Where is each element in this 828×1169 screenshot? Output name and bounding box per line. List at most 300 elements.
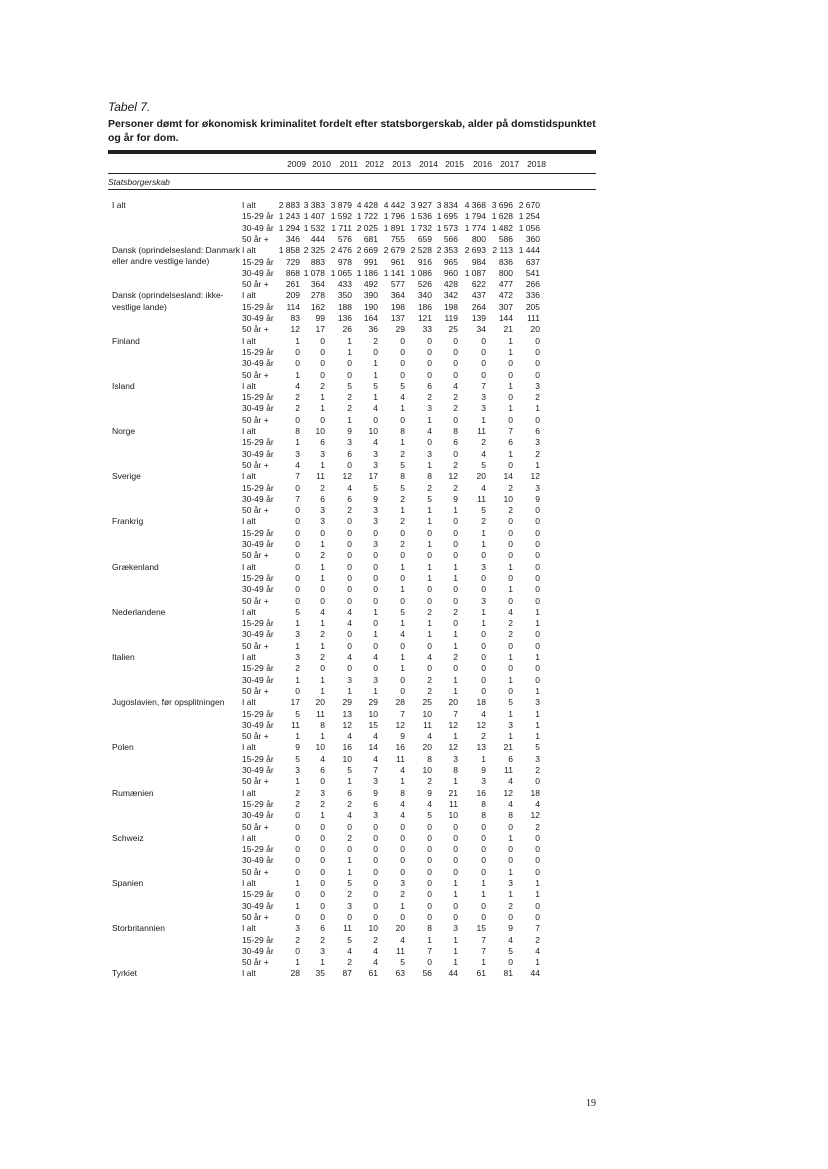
table-cell: 61 xyxy=(368,968,378,979)
year-column-header: 2016 xyxy=(473,159,492,169)
table-cell: 2 670 xyxy=(518,200,540,210)
table-cell: 1 891 xyxy=(383,222,405,233)
table-cell: 7 xyxy=(295,493,300,504)
table-cell: 1 xyxy=(508,652,513,662)
age-group-label: 15-29 år xyxy=(242,618,274,629)
table-cell: 0 xyxy=(400,346,405,357)
table-cell: 0 xyxy=(508,539,513,549)
table-cell: 1 xyxy=(508,708,513,719)
table-cell: 5 xyxy=(535,742,540,753)
table-cell: 0 xyxy=(453,911,458,922)
age-group-label: 50 år + xyxy=(242,459,269,470)
table-cell: 2 xyxy=(427,482,432,493)
table-cell: 3 xyxy=(373,539,378,549)
table-cell: 4 xyxy=(400,629,405,640)
table-cell: 0 xyxy=(453,516,458,527)
table-cell: 2 xyxy=(481,437,486,448)
table-cell: 2 476 xyxy=(330,245,352,256)
table-cell: 2 xyxy=(453,403,458,414)
table-cell: 7 xyxy=(453,708,458,719)
year-column-header: 2012 xyxy=(365,159,384,169)
age-group-label: 30-49 år xyxy=(242,855,274,866)
table-cell: 1 xyxy=(508,584,513,595)
age-group-label: I alt xyxy=(242,923,256,934)
table-row xyxy=(0,494,828,505)
age-group-label: 50 år + xyxy=(242,279,269,290)
table-cell: 63 xyxy=(395,968,405,979)
year-column-header: 2014 xyxy=(419,159,438,169)
table-cell: 1 xyxy=(320,731,325,742)
table-cell: 2 xyxy=(295,392,300,403)
table-cell: 0 xyxy=(453,358,458,369)
table-cell: 2 xyxy=(373,335,378,346)
table-cell: 5 xyxy=(347,934,352,945)
table-cell: 1 xyxy=(320,674,325,685)
table-cell: 0 xyxy=(508,911,513,922)
table-cell: 11 xyxy=(316,471,325,482)
table-title: Personer dømt for økonomisk kriminalitet fordelt efter statsborgerskab, alder på domstidspunktet og år for dom. xyxy=(108,118,596,144)
table-cell: 2 xyxy=(453,652,458,662)
table-cell: 12 xyxy=(448,471,458,482)
table-cell: 10 xyxy=(368,708,378,719)
table-cell: 0 xyxy=(295,584,300,595)
table-cell: 0 xyxy=(535,629,540,640)
table-cell: 0 xyxy=(453,595,458,606)
table-cell: 7 xyxy=(373,765,378,775)
age-group-label: 15-29 år xyxy=(242,346,274,357)
table-cell: 3 xyxy=(373,459,378,470)
table-cell: 7 xyxy=(427,945,432,956)
table-cell: 472 xyxy=(498,290,513,301)
table-cell: 0 xyxy=(400,844,405,855)
table-row xyxy=(0,268,828,279)
country-label: Schweiz xyxy=(112,832,144,843)
table-cell: 2 xyxy=(347,957,352,968)
table-cell: 2 xyxy=(320,652,325,662)
table-cell: 25 xyxy=(448,324,458,335)
table-cell: 0 xyxy=(347,527,352,538)
table-cell: 3 xyxy=(347,437,352,448)
table-row xyxy=(0,584,828,595)
table-cell: 28 xyxy=(395,697,405,708)
table-cell: 1 xyxy=(481,753,486,764)
table-row xyxy=(0,302,828,313)
table-cell: 11 xyxy=(477,426,486,436)
table-cell: 4 xyxy=(508,934,513,945)
age-group-label: 50 år + xyxy=(242,324,269,335)
table-cell: 1 xyxy=(481,414,486,425)
table-cell: 5 xyxy=(373,380,378,391)
table-cell: 1 056 xyxy=(518,222,540,233)
table-cell: 1 xyxy=(400,437,405,448)
table-cell: 0 xyxy=(453,844,458,855)
table-row xyxy=(0,776,828,787)
table-cell: 3 xyxy=(320,787,325,798)
table-cell: 3 xyxy=(481,403,486,414)
table-cell: 2 xyxy=(320,380,325,391)
table-cell: 4 xyxy=(347,810,352,821)
table-cell: 541 xyxy=(525,267,540,278)
table-cell: 5 xyxy=(508,945,513,956)
table-cell: 12 xyxy=(342,719,352,730)
table-cell: 3 xyxy=(481,561,486,572)
table-cell: 10 xyxy=(342,753,352,764)
age-group-label: 30-49 år xyxy=(242,765,274,775)
table-cell: 5 xyxy=(427,493,432,504)
table-row xyxy=(0,810,828,821)
table-cell: 961 xyxy=(390,256,405,267)
age-group-label: 50 år + xyxy=(242,369,269,380)
table-caption: Tabel 7. xyxy=(108,100,151,114)
table-cell: 1 xyxy=(453,934,458,945)
table-cell: 1 774 xyxy=(464,222,486,233)
table-cell: 8 xyxy=(295,426,300,436)
table-cell: 477 xyxy=(498,279,513,290)
country-label: Jugoslavien, før opsplitningen xyxy=(112,697,225,708)
table-cell: 1 xyxy=(453,685,458,696)
table-cell: 0 xyxy=(373,855,378,866)
age-group-label: I alt xyxy=(242,697,256,708)
table-cell: 0 xyxy=(295,945,300,956)
table-cell: 20 xyxy=(448,697,458,708)
table-cell: 20 xyxy=(315,697,325,708)
table-cell: 4 xyxy=(347,731,352,742)
age-group-label: 15-29 år xyxy=(242,798,274,809)
table-row xyxy=(0,799,828,810)
table-cell: 0 xyxy=(427,527,432,538)
table-cell: 0 xyxy=(481,911,486,922)
table-cell: 5 xyxy=(400,957,405,968)
table-cell: 340 xyxy=(417,290,432,301)
table-cell: 8 xyxy=(453,426,458,436)
age-group-label: 15-29 år xyxy=(242,663,274,674)
table-cell: 5 xyxy=(400,380,405,391)
age-group-label: I alt xyxy=(242,968,256,979)
table-cell: 7 xyxy=(535,923,540,934)
table-row xyxy=(0,460,828,471)
table-cell: 1 xyxy=(481,606,486,617)
table-row xyxy=(0,573,828,584)
table-cell: 4 xyxy=(320,606,325,617)
table-cell: 144 xyxy=(498,313,513,323)
table-cell: 1 482 xyxy=(491,222,513,233)
table-cell: 0 xyxy=(295,539,300,549)
table-cell: 0 xyxy=(400,414,405,425)
table-row xyxy=(0,652,828,663)
table-cell: 5 xyxy=(400,459,405,470)
table-cell: 6 xyxy=(320,437,325,448)
table-cell: 5 xyxy=(295,606,300,617)
table-cell: 0 xyxy=(400,855,405,866)
table-cell: 2 xyxy=(508,900,513,911)
table-cell: 1 532 xyxy=(303,222,325,233)
table-cell: 6 xyxy=(427,380,432,391)
table-cell: 81 xyxy=(503,968,513,979)
table-cell: 4 xyxy=(295,459,300,470)
table-cell: 1 086 xyxy=(410,267,432,278)
table-cell: 1 xyxy=(295,900,300,911)
table-cell: 3 xyxy=(320,448,325,459)
table-cell: 3 xyxy=(295,923,300,934)
table-cell: 0 xyxy=(508,516,513,527)
table-cell: 0 xyxy=(481,346,486,357)
table-cell: 0 xyxy=(347,358,352,369)
table-cell: 0 xyxy=(481,674,486,685)
table-cell: 2 xyxy=(453,392,458,403)
table-cell: 87 xyxy=(342,968,352,979)
table-cell: 6 xyxy=(320,923,325,934)
table-cell: 198 xyxy=(390,301,405,312)
table-cell: 5 xyxy=(427,810,432,821)
table-cell: 0 xyxy=(427,821,432,832)
table-cell: 4 xyxy=(508,776,513,787)
table-cell: 4 xyxy=(347,945,352,956)
table-cell: 800 xyxy=(471,233,486,244)
table-cell: 13 xyxy=(342,708,352,719)
table-cell: 20 xyxy=(530,324,540,335)
table-cell: 1 xyxy=(535,403,540,414)
table-cell: 0 xyxy=(320,911,325,922)
table-cell: 7 xyxy=(400,708,405,719)
table-cell: 1 xyxy=(427,505,432,516)
table-cell: 0 xyxy=(295,482,300,493)
table-cell: 0 xyxy=(373,878,378,888)
table-cell: 1 xyxy=(295,674,300,685)
age-group-label: I alt xyxy=(242,245,256,256)
table-cell: 0 xyxy=(347,459,352,470)
table-cell: 0 xyxy=(427,844,432,855)
table-cell: 0 xyxy=(295,911,300,922)
table-cell: 0 xyxy=(295,358,300,369)
table-cell: 0 xyxy=(427,911,432,922)
table-cell: 0 xyxy=(347,640,352,651)
table-cell: 8 xyxy=(427,471,432,482)
table-cell: 0 xyxy=(320,414,325,425)
table-cell: 3 xyxy=(295,652,300,662)
table-cell: 4 368 xyxy=(464,200,486,210)
table-row xyxy=(0,878,828,889)
table-cell: 0 xyxy=(427,832,432,843)
table-cell: 3 383 xyxy=(303,200,325,210)
table-cell: 0 xyxy=(535,346,540,357)
table-cell: 9 xyxy=(347,426,352,436)
table-cell: 0 xyxy=(508,663,513,674)
table-cell: 0 xyxy=(373,640,378,651)
table-cell: 0 xyxy=(453,448,458,459)
table-cell: 1 xyxy=(453,572,458,583)
age-group-label: 15-29 år xyxy=(242,437,274,448)
table-cell: 1 xyxy=(320,810,325,821)
table-cell: 4 xyxy=(373,403,378,414)
table-row xyxy=(0,935,828,946)
table-cell: 8 xyxy=(400,471,405,482)
table-cell: 1 xyxy=(320,392,325,403)
table-cell: 0 xyxy=(320,866,325,877)
table-row xyxy=(0,550,828,561)
table-cell: 1 078 xyxy=(303,267,325,278)
table-cell: 0 xyxy=(320,358,325,369)
table-cell: 0 xyxy=(295,550,300,561)
table-cell: 29 xyxy=(342,697,352,708)
country-label: Storbritannien xyxy=(112,923,165,934)
table-cell: 2 679 xyxy=(383,245,405,256)
table-cell: 4 442 xyxy=(383,200,405,210)
table-cell: 3 xyxy=(508,719,513,730)
table-cell: 3 xyxy=(347,900,352,911)
table-cell: 1 xyxy=(453,878,458,888)
table-cell: 659 xyxy=(417,233,432,244)
year-column-header: 2015 xyxy=(445,159,464,169)
table-cell: 1 xyxy=(453,640,458,651)
table-cell: 1 xyxy=(481,889,486,900)
table-cell: 0 xyxy=(535,844,540,855)
table-cell: 0 xyxy=(373,832,378,843)
table-cell: 5 xyxy=(481,505,486,516)
table-cell: 0 xyxy=(347,629,352,640)
table-cell: 11 xyxy=(504,765,513,775)
table-cell: 0 xyxy=(320,821,325,832)
table-cell: 0 xyxy=(295,414,300,425)
table-cell: 2 025 xyxy=(356,222,378,233)
table-cell: 0 xyxy=(453,618,458,629)
country-label: Grækenland xyxy=(112,561,159,572)
table-cell: 0 xyxy=(320,900,325,911)
table-cell: 1 xyxy=(508,674,513,685)
table-cell: 0 xyxy=(535,663,540,674)
table-cell: 1 xyxy=(535,889,540,900)
table-cell: 2 xyxy=(508,629,513,640)
table-row xyxy=(0,392,828,403)
table-cell: 0 xyxy=(347,844,352,855)
table-row xyxy=(0,257,828,268)
age-group-label: 30-49 år xyxy=(242,900,274,911)
table-cell: 3 xyxy=(535,753,540,764)
table-row xyxy=(0,957,828,968)
table-cell: 2 xyxy=(481,731,486,742)
age-group-label: I alt xyxy=(242,787,256,798)
table-cell: 1 xyxy=(481,878,486,888)
table-cell: 5 xyxy=(508,697,513,708)
table-cell: 1 xyxy=(427,572,432,583)
table-cell: 12 xyxy=(476,719,486,730)
table-cell: 0 xyxy=(535,369,540,380)
table-cell: 0 xyxy=(427,866,432,877)
table-cell: 2 xyxy=(295,798,300,809)
table-cell: 566 xyxy=(443,233,458,244)
table-cell: 2 xyxy=(427,674,432,685)
table-cell: 681 xyxy=(363,233,378,244)
age-group-label: 50 år + xyxy=(242,776,269,787)
table-cell: 0 xyxy=(535,855,540,866)
table-cell: 2 xyxy=(535,765,540,775)
table-cell: 0 xyxy=(453,832,458,843)
age-group-label: 30-49 år xyxy=(242,629,274,640)
table-cell: 0 xyxy=(373,527,378,538)
table-cell: 5 xyxy=(481,459,486,470)
table-cell: 0 xyxy=(320,855,325,866)
table-cell: 4 xyxy=(508,798,513,809)
table-cell: 1 xyxy=(427,539,432,549)
table-cell: 1 087 xyxy=(464,267,486,278)
table-cell: 1 xyxy=(535,957,540,968)
header-divider xyxy=(108,173,596,174)
table-cell: 3 xyxy=(535,697,540,708)
table-cell: 1 xyxy=(320,403,325,414)
table-cell: 0 xyxy=(400,832,405,843)
table-cell: 307 xyxy=(498,301,513,312)
table-cell: 17 xyxy=(315,324,325,335)
table-cell: 1 xyxy=(508,866,513,877)
table-cell: 137 xyxy=(390,313,405,323)
table-cell: 0 xyxy=(427,358,432,369)
table-cell: 0 xyxy=(481,652,486,662)
table-cell: 9 xyxy=(373,787,378,798)
table-cell: 11 xyxy=(291,719,300,730)
table-cell: 0 xyxy=(295,527,300,538)
table-cell: 586 xyxy=(498,233,513,244)
country-label: Dansk (oprindelsesland: Danmark eller andre vestlige lande) xyxy=(112,245,241,267)
table-cell: 20 xyxy=(422,742,432,753)
table-cell: 0 xyxy=(320,346,325,357)
age-group-label: I alt xyxy=(242,471,256,482)
table-cell: 4 xyxy=(481,482,486,493)
table-cell: 433 xyxy=(337,279,352,290)
table-cell: 9 xyxy=(508,923,513,934)
table-cell: 5 xyxy=(347,380,352,391)
table-cell: 1 xyxy=(373,358,378,369)
table-cell: 1 xyxy=(535,685,540,696)
table-cell: 1 xyxy=(373,369,378,380)
table-cell: 2 xyxy=(347,505,352,516)
age-group-label: 30-49 år xyxy=(242,267,274,278)
table-cell: 0 xyxy=(427,437,432,448)
table-cell: 8 xyxy=(427,923,432,934)
table-cell: 3 879 xyxy=(330,200,352,210)
table-row xyxy=(0,437,828,448)
table-cell: 2 xyxy=(295,403,300,414)
table-cell: 0 xyxy=(427,550,432,561)
table-cell: 1 xyxy=(347,776,352,787)
table-cell: 577 xyxy=(390,279,405,290)
year-column-header: 2018 xyxy=(527,159,546,169)
table-cell: 0 xyxy=(508,414,513,425)
table-cell: 1 xyxy=(295,957,300,968)
table-cell: 1 xyxy=(508,561,513,572)
table-cell: 0 xyxy=(535,832,540,843)
table-cell: 6 xyxy=(320,765,325,775)
table-cell: 2 xyxy=(508,505,513,516)
table-cell: 25 xyxy=(422,697,432,708)
table-cell: 1 xyxy=(535,459,540,470)
table-cell: 278 xyxy=(310,290,325,301)
table-cell: 0 xyxy=(295,810,300,821)
table-cell: 0 xyxy=(481,663,486,674)
table-cell: 991 xyxy=(363,256,378,267)
table-cell: 2 xyxy=(535,392,540,403)
table-cell: 9 xyxy=(400,731,405,742)
table-cell: 960 xyxy=(443,267,458,278)
table-cell: 2 xyxy=(347,798,352,809)
table-cell: 16 xyxy=(395,742,405,753)
country-label: Finland xyxy=(112,335,140,346)
table-cell: 4 xyxy=(373,731,378,742)
table-cell: 10 xyxy=(315,426,325,436)
table-cell: 0 xyxy=(320,832,325,843)
table-cell: 3 xyxy=(481,595,486,606)
table-cell: 2 xyxy=(320,550,325,561)
table-cell: 0 xyxy=(535,900,540,911)
table-cell: 0 xyxy=(400,595,405,606)
